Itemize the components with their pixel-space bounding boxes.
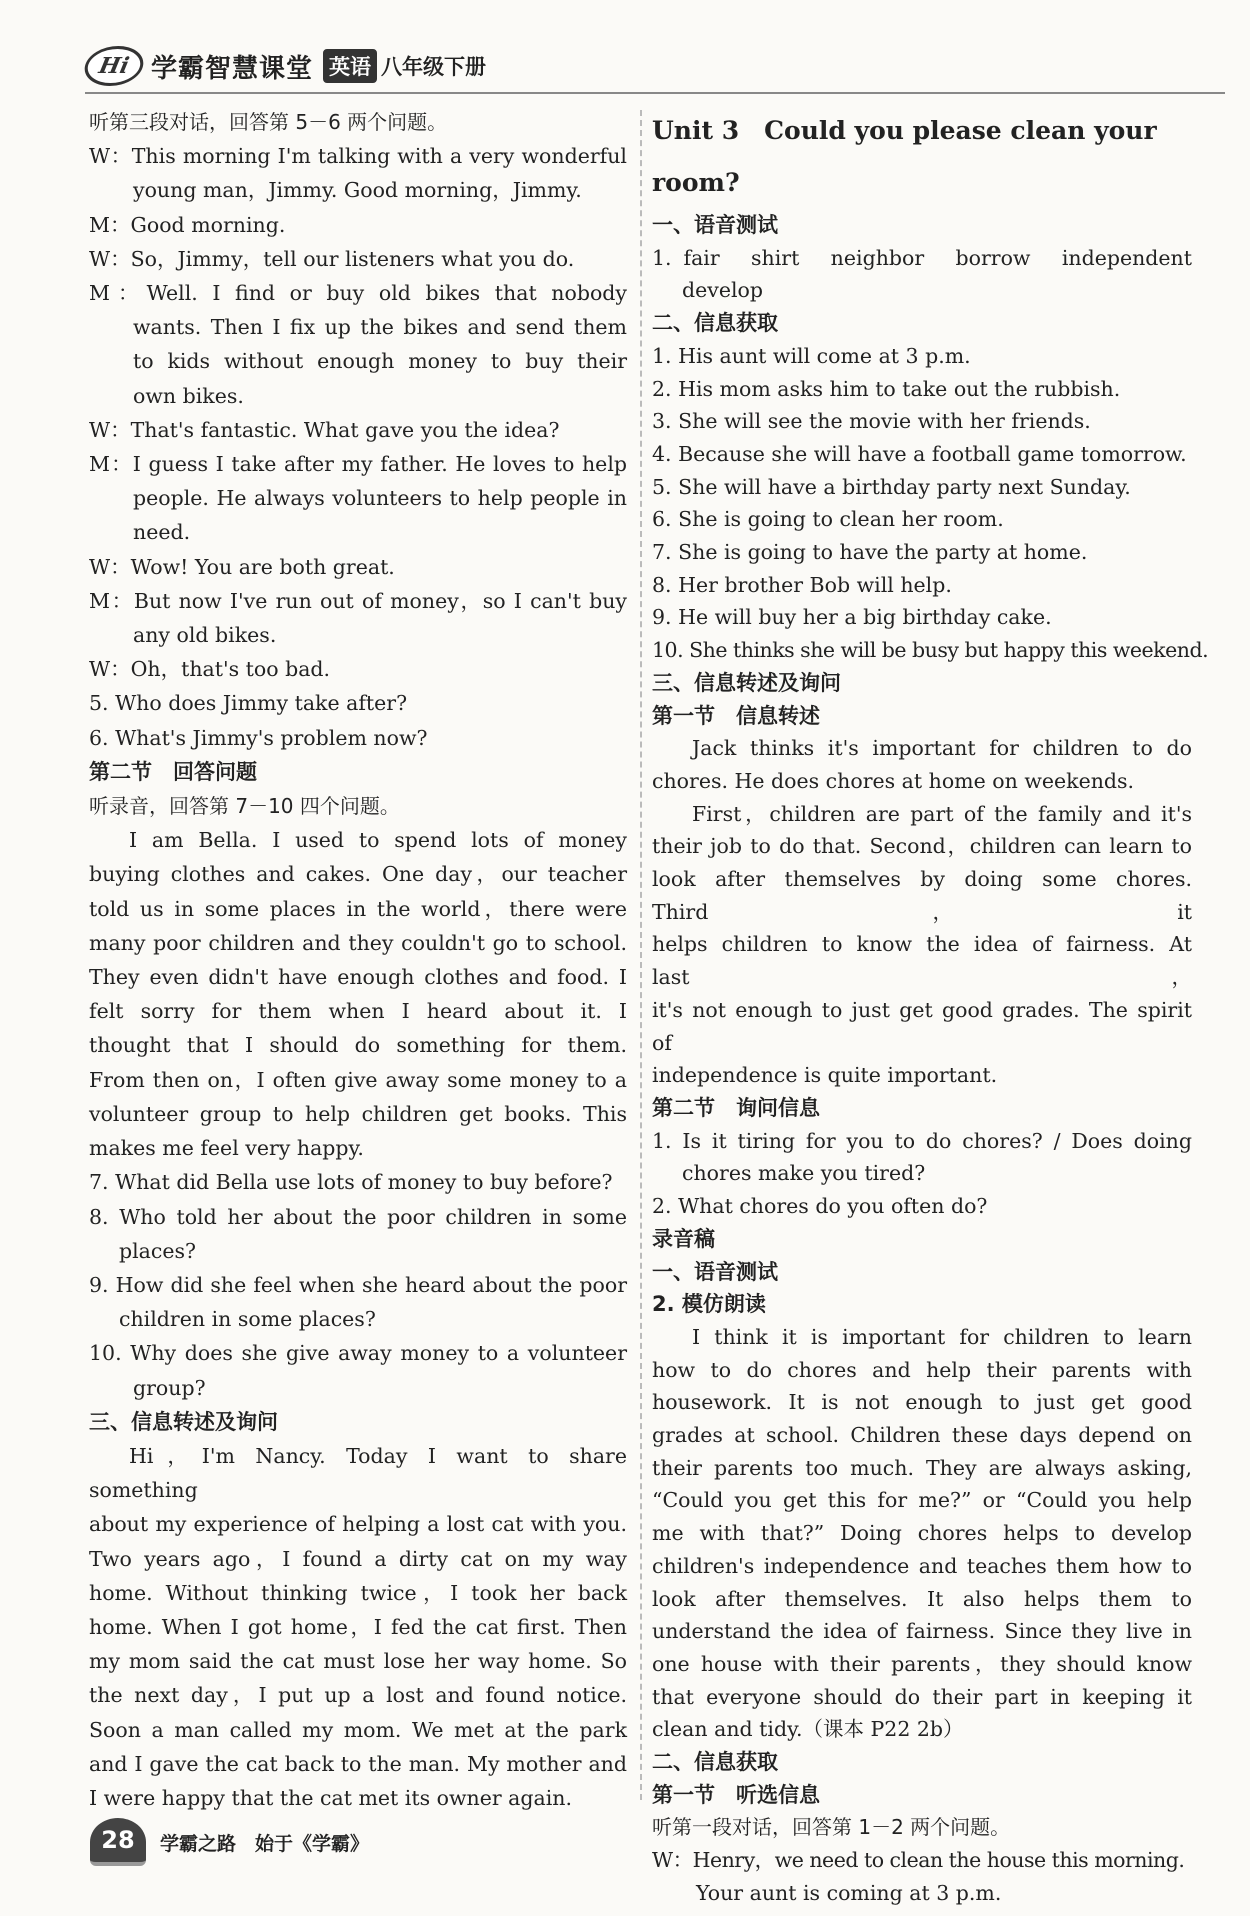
text-line: look after themselves by doing some chores. Third，it [652,867,1192,924]
text-line: told us in some places in the world，there were [89,896,627,921]
text-line: volunteer group to help children get books. This [89,1101,627,1126]
text-line: M：But now I've run out of money，so I can't buy [89,588,627,613]
text-line: From then on，I often give away some money to a [89,1067,627,1092]
footer [90,1818,369,1866]
text-line: 听第一段对话，回答第 1－2 两个问题。 [652,1815,1011,1840]
text-line: Two years ago，I found a dirty cat on my way [89,1546,627,1571]
text-line: Jack thinks it's important for children to do [692,736,1192,761]
section-heading: 二、信息获取 [652,1750,778,1775]
text-line: many poor children and they couldn't go to school. [89,930,627,955]
text-line: and I gave the cat back to the man. My mother and [89,1751,627,1776]
text-line: They even didn't have enough clothes and food. I [89,965,627,990]
text-line: Hi，I'm Nancy. Today I want to share something [89,1443,627,1503]
section-heading: 三、信息转述及询问 [89,1409,278,1434]
text-line: 10. She thinks she will be busy but happy this weekend. [652,638,1209,663]
text-line: 4. Because she will have a football game tomorrow. [652,441,1187,466]
text-line: me with that?” Doing chores helps to develop [652,1521,1192,1546]
text-line: 1. His aunt will come at 3 p.m. [652,343,971,368]
text-line: 8. Her brother Bob will help. [652,572,952,597]
text-line: home. Without thinking twice，I took her back [89,1580,627,1605]
text-line: 7. She is going to have the party at home. [652,540,1088,565]
text-line: buying clothes and cakes. One day，our teacher [89,862,627,887]
brand-logo: Hi [81,46,148,86]
section-heading: 一、语音测试 [652,213,778,237]
text-line: my mom said the cat must lose her way home. So [89,1649,627,1674]
footer-slogan: 学霸之路 始于《学霸》 [160,1832,370,1855]
text-line: W：So，Jimmy，tell our listeners what you do. [89,246,575,271]
text-line: 9. He will buy her a big birthday cake. [652,605,1052,630]
text-line: helps children to know the idea of fairness. At last， [652,932,1192,990]
text-line: W：This morning I'm talking with a very wonderful [89,144,627,169]
text-line: W：Wow! You are both great. [89,554,395,579]
text-line: 7. What did Bella use lots of money to buy before? [89,1170,613,1195]
text-line: 10. Why does she give away money to a volunteer [89,1341,627,1366]
text-line: to kids without enough money to buy their [133,349,627,374]
text-line: 听录音，回答第 7－10 四个问题。 [89,794,400,819]
text-line: 听第三段对话，回答第 5－6 两个问题。 [89,110,448,134]
text-line: 5. Who does Jimmy take after? [89,691,408,716]
text-line: need. [133,520,191,545]
text-line: their job to do that. Second，children can learn to [652,834,1192,859]
text-line: housework. It is not enough to just get good [652,1390,1192,1415]
subject-tag: 英语 [323,49,377,83]
brand-title: 学霸智慧课堂 [151,53,314,84]
text-line: 2. What chores do you often do? [652,1194,988,1219]
text-line: look after themselves. It also helps them to [652,1586,1192,1611]
unit-title: Unit 3 Could you please clean your room? [652,116,1157,197]
section-heading: 2. 模仿朗读 [652,1292,766,1317]
text-line: the next day，I put up a lost and found notice. [89,1683,627,1708]
text-line: home. When I got home，I fed the cat first. Then [89,1614,627,1639]
text-line: how to do chores and help their parents with [652,1357,1192,1382]
text-line: 3. She will see the movie with her friends. [652,409,1091,434]
section-heading: 第一节 听选信息 [652,1782,820,1807]
right-column [652,105,1209,1910]
text-line: chores make you tired? [682,1161,926,1186]
text-line: W：That's fantastic. What gave you the idea? [89,417,560,442]
section-heading: 录音稿 [652,1226,715,1251]
text-line: makes me feel very happy. [89,1136,364,1161]
text-line: 6. She is going to clean her room. [652,507,1004,532]
text-line: M：I guess I take after my father. He loves to help [89,452,627,477]
text-line: children's independence and teaches them how to [652,1553,1192,1578]
text-line: 5. She will have a birthday party next Sunday. [652,474,1131,499]
header-divider [85,92,1225,94]
text-line: I am Bella. I used to spend lots of money [129,828,627,853]
text-line: develop [682,278,763,303]
text-line: about my experience of helping a lost cat with you. [89,1512,627,1537]
text-line: independence is quite important. [652,1063,998,1088]
text-line: group? [133,1375,206,1400]
text-line: “Could you get this for me?” or “Could you help [652,1488,1192,1513]
right-column-body [652,209,1209,1910]
grade-label: 八年级下册 [381,55,487,79]
text-line: people. He always volunteers to help people in [133,486,627,511]
page-number: 28 [90,1818,146,1866]
text-line: Soon a man called my mom. We met at the park [89,1717,627,1742]
text-line: own bikes. [133,383,244,408]
text-line: M：Good morning. [89,212,286,237]
text-line: Your aunt is coming at 3 p.m. [696,1880,1002,1905]
text-line: young man，Jimmy. Good morning，Jimmy. [133,178,582,203]
text-line: any old bikes. [133,623,277,648]
text-line: 9. How did she feel when she heard about the poor [89,1272,627,1297]
text-line: First，children are part of the family and it's [692,801,1192,826]
text-line: places? [119,1238,197,1263]
text-line: I were happy that the cat met its owner again. [89,1785,573,1810]
section-heading: 三、信息转述及询问 [652,670,841,695]
text-line: children in some places? [119,1307,376,1332]
text-line: W：Henry，we need to clean the house this morning. [652,1848,1185,1873]
text-line: that everyone should do their part in keeping it [652,1684,1192,1709]
text-line: one house with their parents，they should know [652,1651,1192,1676]
text-line: thought that I should do something for them. [89,1033,627,1058]
text-line: 2. His mom asks him to take out the rubbish. [652,376,1121,401]
text-line: 6. What's Jimmy's problem now? [89,725,428,750]
text-line: grades at school. Children these days depend on [652,1423,1192,1448]
section-heading: 第二节 回答问题 [89,759,257,784]
section-heading: 一、语音测试 [652,1259,778,1284]
text-line: clean and tidy.（课本 P22 2b） [652,1717,964,1742]
section-heading: 第二节 询问信息 [652,1095,820,1120]
header [85,46,486,86]
section-heading: 二、信息获取 [652,311,778,336]
text-line: wants. Then I fix up the bikes and send them [133,315,627,340]
text-line: understand the idea of fairness. Since they live in [652,1619,1192,1644]
section-heading: 第一节 信息转述 [652,703,820,728]
text-line: 1. Is it tiring for you to do chores? / Does doing [652,1128,1192,1153]
text-line: chores. He does chores at home on weekends. [652,768,1135,793]
text-line: their parents too much. They are always asking, [652,1455,1192,1480]
left-column [89,105,627,1815]
text-line: 1. fair shirt neighbor borrow independent [652,245,1192,270]
text-line: 8. Who told her about the poor children in some [89,1204,627,1229]
text-line: W：Oh，that's too bad. [89,657,331,682]
text-line: M：Well. I find or buy old bikes that nobody [89,281,627,306]
text-line: I think it is important for children to learn [692,1324,1192,1349]
column-divider [640,110,642,1800]
text-line: it's not enough to just get good grades. The spirit of [652,997,1192,1055]
text-line: felt sorry for them when I heard about it. I [89,999,627,1024]
